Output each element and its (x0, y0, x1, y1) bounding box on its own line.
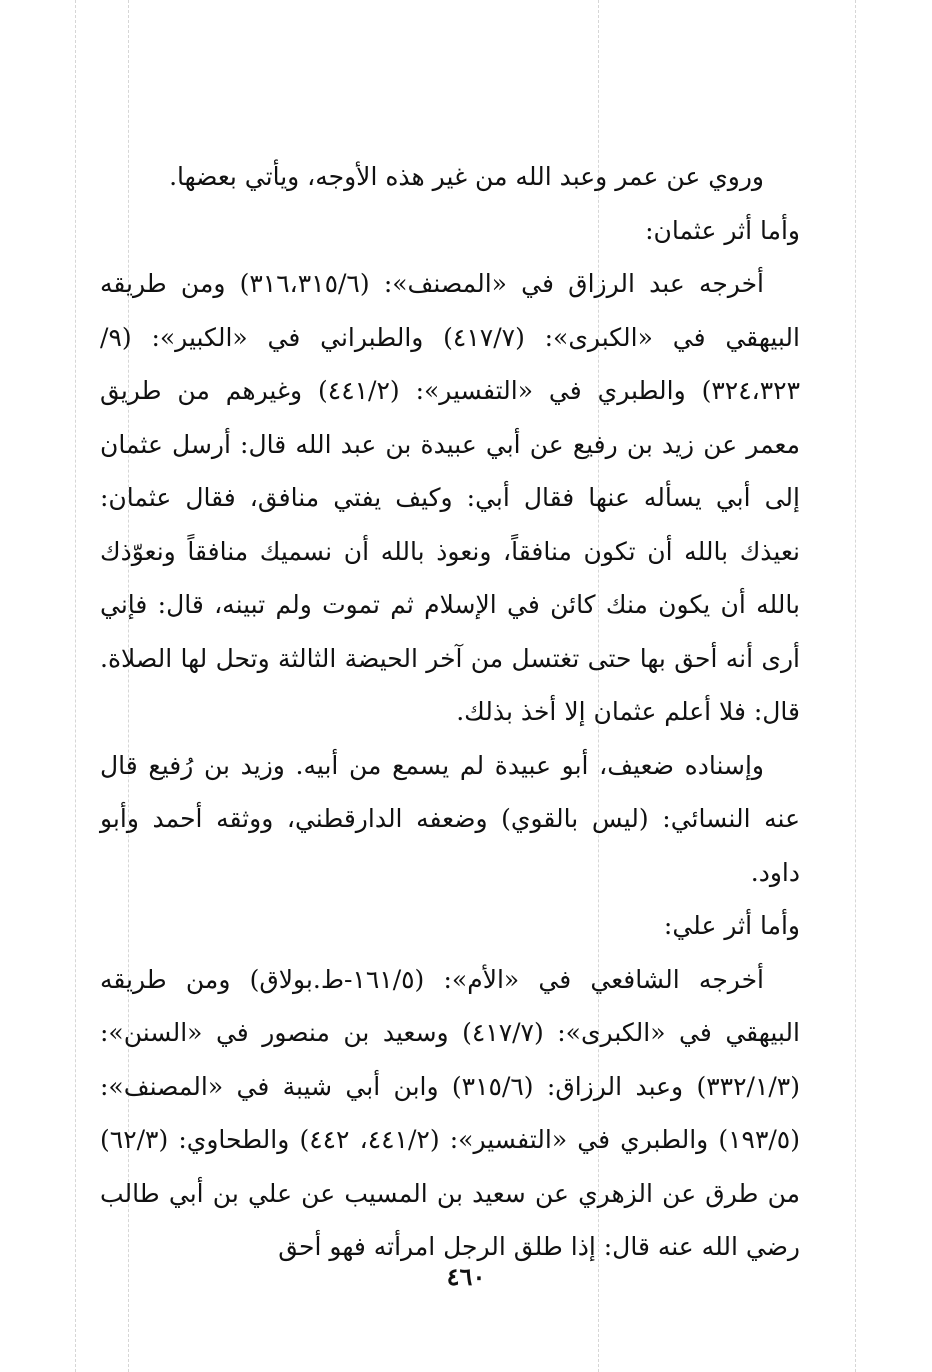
paragraph-ali-sources: أخرجه الشافعي في «الأم»: (١٦١/٥-ط.بولاق) ومن طريقه البيهقي في «الكبرى»: (٤١٧/٧) وسعيد بن منصور في «السنن»: (٣٣٢/١/٣) وعبد الرزاق: (٣١٥/٦) وابن أبي شيبة في «المصنف»: (١٩٣/٥) والطبري في «التفسير»: (٤٤١/٢، ٤٤٢) والطحاوي: (٦٢/٣) من طرق عن الزهري عن سعيد بن المسيب عن علي بن أبي طالب رضي الله عنه قال: إذا طلق الرجل امرأته فهو أحق (100, 964, 800, 1261)
scan-artifact-line (75, 0, 76, 1372)
page-number: ٤٦٠ (446, 1262, 486, 1291)
page-body (100, 150, 800, 1274)
heading-uthman-narration: وأما أثر عثمان: (645, 215, 800, 245)
paragraph-isnad-assessment: وإسناده ضعيف، أبو عبيدة لم يسمع من أبيه. وزيد بن رُفيع قال عنه النسائي: (ليس بالقوي) وضعفه الدارقطني، ووثقه أحمد وأبو داود. (100, 750, 800, 887)
heading-ali-narration: وأما أثر علي: (663, 911, 800, 940)
scan-artifact-line (855, 0, 856, 1372)
paragraph-intro: وروي عن عمر وعبد الله من غير هذه الأوجه، ويأتي بعضها. (169, 162, 764, 191)
paragraph-uthman-sources: أخرجه عبد الرزاق في «المصنف»: (٣١٦،٣١٥/٦) ومن طريقه البيهقي في «الكبرى»: (٤١٧/٧) والطبراني في «الكبير»: (٩/ ٣٢٤،٣٢٣) والطبري في «التفسير»: (٤٤١/٢) وغيرهم من طريق معمر عن زيد بن رفيع عن أبي عبيدة بن عبد الله قال: أرسل عثمان إلى أبي يسأله عنها فقال أبي: وكيف يفتي منافق، فقال عثمان: نعيذك بالله أن تكون منافقاً، ونعوذ بالله أن نسميك منافقاً ونعوّذك بالله أن يكون منك كائن في الإسلام ثم تموت ولم تبينه، قال: فإني أرى أنه أحق بها حتى تغتسل من آخر الحيضة الثالثة وتحل لها الصلاة. قال: فلا أعلم عثمان إلا أخذ بذلك. (100, 269, 800, 726)
